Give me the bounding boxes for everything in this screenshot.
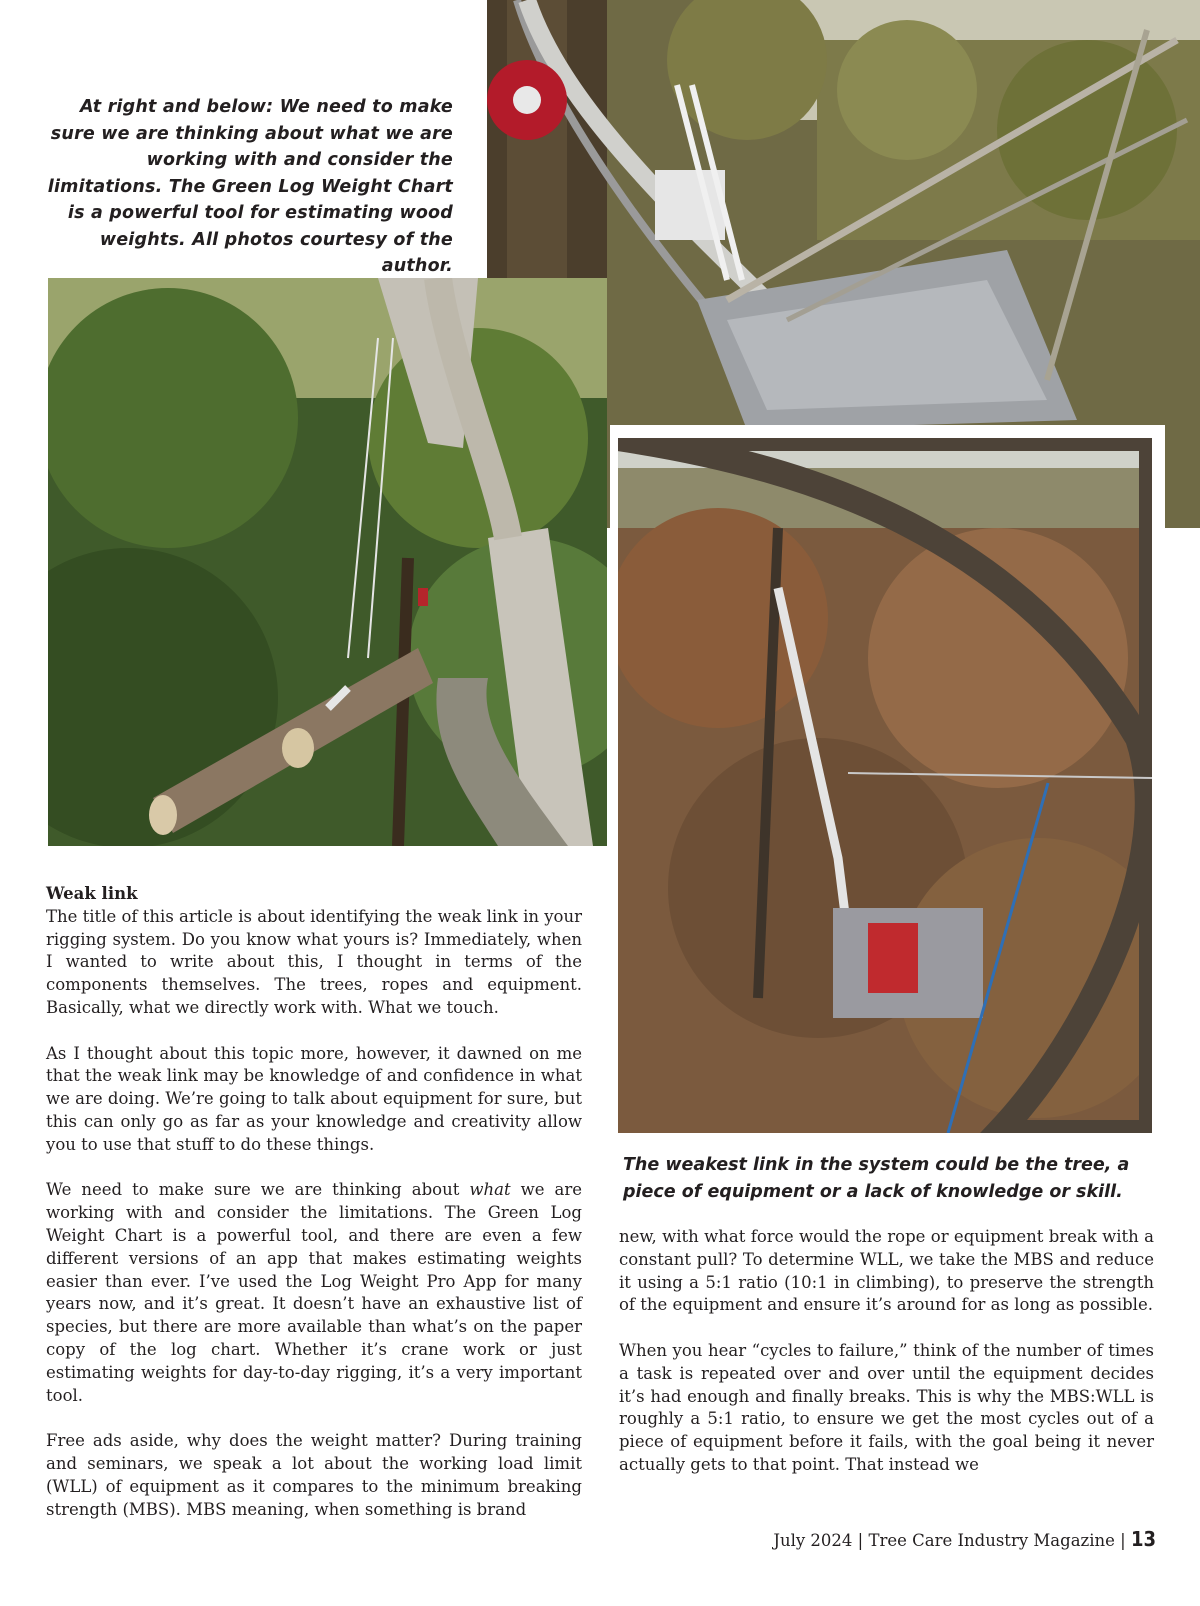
emphasis-text: what bbox=[469, 1180, 511, 1200]
article-paragraph: new, with what force would the rope or equipment break with a constant pull? To determine WLL, we take the MBS and reduce it using a 5:1 ratio (10:1 in climbing), to preserve the strength of the equipment and ensure it’s around for as long as possible. bbox=[619, 1227, 1154, 1315]
magazine-name: Tree Care Industry Magazine bbox=[868, 1531, 1115, 1550]
photo-log-rigging bbox=[48, 278, 607, 846]
section-heading: Weak link bbox=[46, 884, 138, 903]
article-paragraph: As I thought about this topic more, however, it dawned on me that the weak link may be knowledge of and confidence in what we are doing. We’re going to talk about equipment for sure, but this can only go as far as your knowledge and creativity allow you to use that stuff to do these things. bbox=[46, 1043, 582, 1154]
photo-caption-top: At right and below: We need to make sure we are thinking about what we are working with and consider the limitations. The Green Log Weight Chart is a powerful tool for estimating wood weights. All photos courtesy of the author. bbox=[47, 97, 453, 276]
article-column-right bbox=[619, 1226, 1154, 1500]
article-paragraph bbox=[46, 1179, 582, 1407]
photo-crane-autumn-forest bbox=[618, 438, 1152, 1133]
footer-separator: | bbox=[1120, 1531, 1126, 1550]
page-footer bbox=[700, 1527, 1156, 1551]
footer-separator: | bbox=[857, 1531, 864, 1550]
article-paragraph bbox=[46, 883, 582, 1020]
paragraph-text: We need to make sure we are thinking about bbox=[46, 1180, 470, 1200]
article-paragraph: Free ads aside, why does the weight matter? During training and seminars, we speak a lot about the working load limit (WLL) of equipment as it compares to the minimum breaking strength (MBS). MBS meaning, when something is brand bbox=[46, 1431, 582, 1519]
article-paragraph: When you hear “cycles to failure,” think of the number of times a task is repeated over and over until the equipment decides it’s had enough and finally breaks. This is why the MBS:WLL is roughly a 5:1 ratio, to ensure we get the most cycles out of a piece of equipment before it fails, with the goal being it never actually gets to that point. That instead we bbox=[619, 1340, 1154, 1474]
article-column-left bbox=[46, 883, 582, 1544]
issue-date: July 2024 bbox=[773, 1531, 853, 1550]
paragraph-text: we are working with and consider the limitations. The Green Log Weight Chart is a powerful tool, and there are even a few different versions of an app that makes estimating weights easier than ever. I’ve used the Log Weight Pro App for many years now, and it’s great. It doesn’t have an exhaustive list of species, but there are more available than what’s on the paper copy of the log chart. Whether it’s crane work or just estimating weights for day-to-day rigging, it’s a very important tool. bbox=[46, 1180, 582, 1405]
photo-caption-bottom: The weakest link in the system could be the tree, a piece of equipment or a lack of knowledge or skill. bbox=[623, 1155, 1130, 1202]
paragraph-text: The title of this article is about identifying the weak link in your rigging system. Do you know what yours is? Immediately, when I wanted to write about this, I thought in terms of the components themselves. The trees, ropes and equipment. Basically, what we directly work with. What we touch. bbox=[46, 906, 582, 1017]
page-number: 13 bbox=[1130, 1527, 1156, 1551]
